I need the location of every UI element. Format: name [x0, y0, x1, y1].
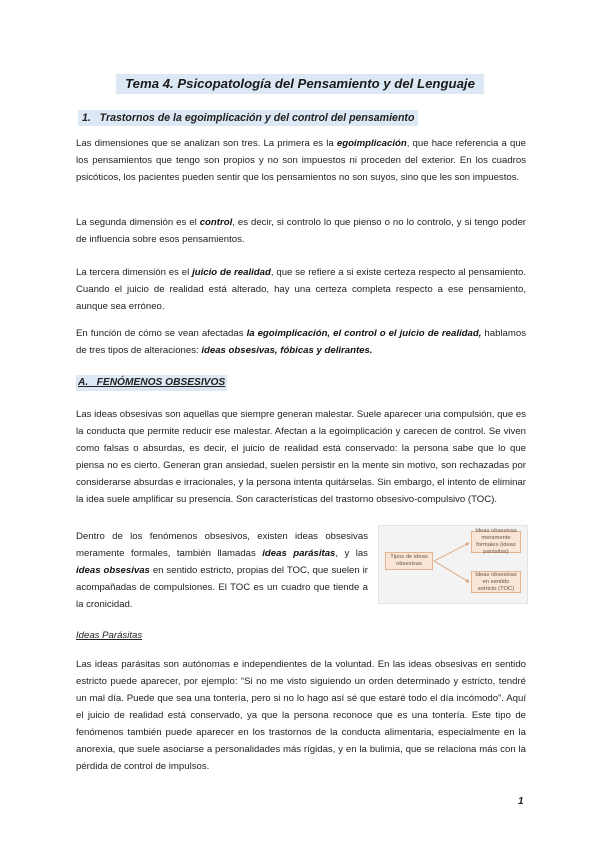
connector-bottom-arrow: [434, 561, 469, 582]
subheading-fenomenos-obsesivos: A. FENÓMENOS OBSESIVOS: [76, 375, 227, 391]
paragraph-tipos-fenomenos: Dentro de los fenómenos obsesivos, existen ideas obsesivas meramente formales, también llamadas ideas parásitas, y las ideas obsesivas en sentido estricto, propias del TOC, que suelen ir acompañadas de compulsiones. El TOC es un cuadro que tiende a la cronicidad.: [76, 531, 368, 610]
paragraph-egoimplicacion: Las dimensiones que se analizan son tres. La primera es la egoimplicación, que hace referencia a que los pensamientos que tengo son propios y no son impuestos ni proceden del exterior. En los cuadros psicóticos, los pacientes pueden sentir que los pensamientos no son suyos, sino que les son impuestos.: [76, 138, 526, 183]
connector-top-arrow: [434, 543, 469, 561]
section-heading: 1. Trastornos de la egoimplicación y del control del pensamiento: [78, 110, 418, 126]
ideas-obsesivas-diagram: [378, 525, 528, 604]
paragraph-control: La segunda dimensión es el control, es decir, si controlo lo que pienso o no lo controlo, y si tengo poder de influencia sobre esos pensamientos.: [76, 217, 526, 245]
paragraph-ideas-parasitas: Las ideas parásitas son autónomas e independientes de la voluntad. En las ideas obsesivas en sentido estricto puede aparecer, por ejemplo: “Si no me visto siguiendo un orden determinado y estricto, tendré un mal día. Puede que sea una tontería, pero si no lo hago así sé que estaré todo el día incómodo”. Aquí el juicio de realidad está conservado, ya que la persona reconoce que es una tontería. Este tipo de fenómenos también puede aparecer en los trastornos de la conducta alimentaria, especialmente en la anorexia, que suele asociarse a personalidades más rígidas, y en la bulimia, que se relaciona más con la pérdida de control de impulsos.: [76, 659, 526, 772]
subheading-ideas-parasitas: Ideas Parásitas: [76, 630, 143, 641]
diagram-bottom-box: Ideas obsesivas en sentido estricto (TOC): [471, 571, 521, 593]
diagram-main-box: Tipos de ideas obsesivas: [385, 552, 433, 570]
paragraph-tipos-alteraciones: En función de cómo se vean afectadas la egoimplicación, el control o el juicio de realidad, hablamos de tres tipos de alteraciones: ideas obsesivas, fóbicas y delirantes.: [76, 328, 527, 356]
diagram-top-box: Ideas obsesivas meramente formales (ideas parásitas): [471, 531, 521, 553]
document-title: Tema 4. Psicopatología del Pensamiento y del Lenguaje: [116, 74, 484, 94]
paragraph-ideas-obsesivas: Las ideas obsesivas son aquellas que siempre generan malestar. Suele aparecer una compulsión, que es la conducta que permite reducir ese malestar. Afectan a la egoimplicación y carecen de control. Se viven como falsas o absurdas, es decir, el juicio de realidad está conservado: la persona sabe que lo que piensa no es cierto. Generan gran ansiedad, suelen persistir en la mente sin motivo, son rechazadas por considerarse absurdas e irracionales, y la persona intenta quitárselas. Sin embargo, el intento de eliminar la idea suele amplificar su presencia. Son características del trastorno obsesivo-compulsivo (TOC).: [76, 409, 526, 505]
paragraph-juicio-realidad: La tercera dimensión es el juicio de realidad, que se refiere a si existe certeza respecto al pensamiento. Cuando el juicio de realidad está alterado, hay una certeza completa respecto a ese pensamiento, aunque sea erróneo.: [76, 267, 526, 312]
page-number: 1: [518, 796, 524, 807]
